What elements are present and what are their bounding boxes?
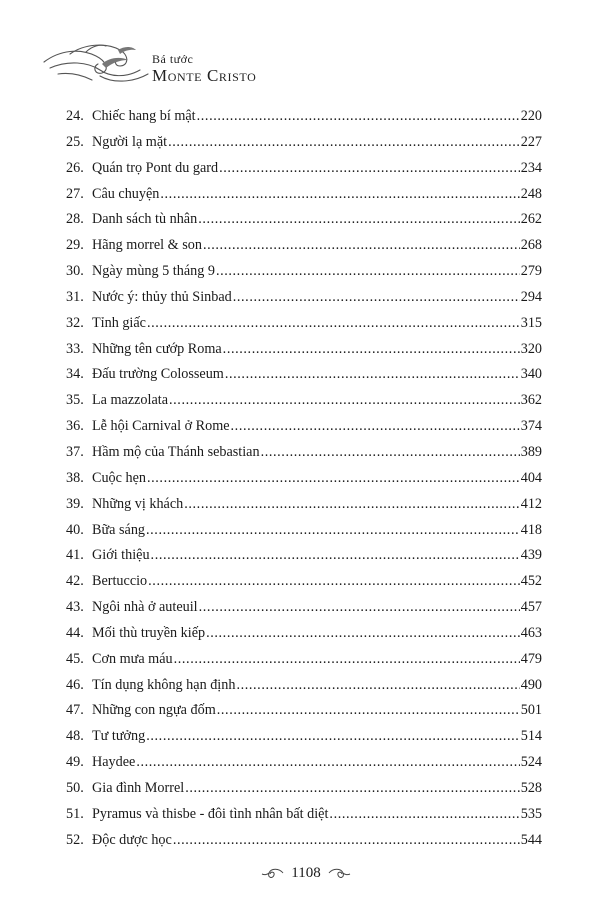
chapter-page-number: 234 [520, 159, 542, 176]
chapter-title: Những tên cướp Roma [92, 340, 222, 357]
chapter-number: 52. [66, 831, 84, 848]
dot-leader [217, 702, 520, 719]
chapter-title: Haydee [92, 754, 136, 771]
toc-entry [66, 728, 542, 754]
chapter-title: Những con ngựa đốm [92, 702, 216, 719]
chapter-page-number: 227 [520, 133, 542, 150]
toc-entry [66, 832, 542, 858]
page-number: 1108 [291, 864, 321, 881]
dot-leader [184, 496, 519, 513]
chapter-number: 38. [66, 469, 84, 486]
book-title-line2: Monte Cristo [152, 66, 257, 85]
chapter-title: Hãng morrel & son [92, 237, 202, 254]
chapter-number: 46. [66, 676, 84, 693]
chapter-page-number: 262 [520, 211, 542, 228]
dot-leader [206, 625, 520, 642]
chapter-number: 36. [66, 418, 84, 435]
chapter-page-number: 524 [520, 754, 542, 771]
dot-leader [197, 108, 520, 125]
chapter-page-number: 320 [520, 340, 542, 357]
chapter-title: La mazzolata [92, 392, 169, 409]
toc-entry [66, 444, 542, 470]
chapter-page-number: 374 [520, 418, 542, 435]
chapter-page-number: 514 [520, 728, 542, 745]
toc-entry [66, 780, 542, 806]
chapter-number: 24. [66, 108, 84, 124]
dot-leader [231, 418, 520, 435]
toc-entry [66, 186, 542, 212]
chapter-title: Tín dụng không hạn định [92, 676, 236, 693]
chapter-page-number: 452 [520, 573, 542, 590]
chapter-page-number: 340 [520, 366, 542, 383]
table-of-contents [66, 108, 542, 857]
chapter-number: 35. [66, 392, 84, 409]
dot-leader [146, 522, 520, 539]
chapter-number: 42. [66, 573, 84, 590]
chapter-title: Người lạ mặt [92, 133, 168, 150]
right-flourish-icon [327, 866, 351, 880]
toc-entry [66, 341, 542, 367]
toc-entry [66, 108, 542, 134]
chapter-page-number: 439 [520, 547, 542, 564]
chapter-page-number: 535 [520, 805, 542, 822]
chapter-number: 34. [66, 366, 84, 383]
toc-entry [66, 211, 542, 237]
dot-leader [147, 315, 520, 332]
chapter-page-number: 479 [520, 650, 542, 667]
chapter-number: 33. [66, 340, 84, 357]
chapter-title: Bertuccio [92, 573, 148, 590]
chapter-number: 26. [66, 159, 84, 176]
dot-leader [185, 780, 520, 797]
chapter-number: 47. [66, 702, 84, 719]
dot-leader [151, 547, 520, 564]
toc-entry [66, 418, 542, 444]
chapter-page-number: 418 [520, 521, 542, 538]
chapter-number: 50. [66, 779, 84, 796]
dot-leader [203, 237, 520, 254]
chapter-page-number: 294 [520, 288, 542, 305]
toc-entry [66, 470, 542, 496]
toc-entry [66, 522, 542, 548]
chapter-title: Gia đình Morrel [92, 779, 185, 796]
chapter-number: 28. [66, 211, 84, 228]
toc-entry [66, 599, 542, 625]
dot-leader [160, 186, 519, 203]
chapter-title: Nước ý: thủy thủ Sinbad [92, 288, 232, 305]
chapter-page-number: 315 [520, 314, 542, 331]
chapter-number: 45. [66, 650, 84, 667]
toc-entry [66, 547, 542, 573]
dot-leader [233, 289, 520, 306]
dot-leader [169, 392, 520, 409]
chapter-title: Danh sách tù nhân [92, 211, 198, 228]
chapter-title: Những vị khách [92, 495, 184, 512]
chapter-number: 51. [66, 805, 84, 822]
chapter-number: 31. [66, 288, 84, 305]
left-flourish-icon [261, 866, 285, 880]
dot-leader [199, 599, 520, 616]
chapter-page-number: 412 [520, 495, 542, 512]
chapter-title: Câu chuyện [92, 185, 160, 202]
chapter-title: Cuộc hẹn [92, 469, 146, 486]
dot-leader [223, 341, 520, 358]
chapter-page-number: 528 [520, 779, 542, 796]
chapter-number: 41. [66, 547, 84, 564]
toc-entry [66, 366, 542, 392]
chapter-number: 49. [66, 754, 84, 771]
toc-entry [66, 392, 542, 418]
chapter-number: 40. [66, 521, 84, 538]
chapter-title: Cơn mưa máu [92, 650, 173, 667]
chapter-title: Bữa sáng [92, 521, 146, 538]
chapter-title: Quán trọ Pont du gard [92, 159, 219, 176]
chapter-number: 48. [66, 728, 84, 745]
chapter-title: Lễ hội Carnival ở Rome [92, 418, 230, 435]
dot-leader [174, 651, 520, 668]
toc-entry [66, 625, 542, 651]
chapter-number: 27. [66, 185, 84, 202]
chapter-number: 29. [66, 237, 84, 254]
page-footer [0, 858, 612, 888]
chapter-page-number: 490 [520, 676, 542, 693]
toc-entry [66, 754, 542, 780]
chapter-page-number: 389 [520, 443, 542, 460]
toc-entry [66, 573, 542, 599]
dot-leader [173, 832, 520, 849]
dot-leader [329, 806, 519, 823]
chapter-title: Chiếc hang bí mật [92, 108, 196, 124]
chapter-page-number: 220 [520, 108, 542, 124]
chapter-title: Độc dược học [92, 831, 172, 848]
chapter-page-number: 457 [520, 599, 542, 616]
toc-entry [66, 289, 542, 315]
book-title-line1: Bá tước [152, 52, 194, 66]
toc-entry [66, 496, 542, 522]
dot-leader [219, 160, 520, 177]
chapter-page-number: 279 [520, 263, 542, 280]
chapter-number: 30. [66, 263, 84, 280]
dot-leader [168, 134, 520, 151]
chapter-page-number: 463 [520, 624, 542, 641]
toc-entry [66, 677, 542, 703]
chapter-number: 39. [66, 495, 84, 512]
dot-leader [136, 754, 519, 771]
chapter-title: Tỉnh giấc [92, 314, 146, 331]
chapter-title: Tư tưởng [92, 728, 146, 745]
chapter-title: Ngôi nhà ở auteuil [92, 599, 198, 616]
chapter-page-number: 544 [520, 831, 542, 848]
running-header [40, 40, 280, 100]
toc-entry [66, 160, 542, 186]
dot-leader [236, 677, 519, 694]
dot-leader [225, 366, 520, 383]
chapter-title: Pyramus và thisbe - đôi tình nhân bất diệt [92, 805, 329, 822]
toc-entry [66, 806, 542, 832]
chapter-number: 43. [66, 599, 84, 616]
chapter-number: 37. [66, 443, 84, 460]
toc-entry [66, 315, 542, 341]
chapter-title: Ngày mùng 5 tháng 9 [92, 263, 215, 280]
dot-leader [216, 263, 520, 280]
chapter-title: Giới thiệu [92, 547, 150, 564]
flourish-ornament-icon [40, 40, 152, 86]
chapter-page-number: 268 [520, 237, 542, 254]
toc-entry [66, 237, 542, 263]
dot-leader [148, 573, 520, 590]
chapter-title: Hầm mộ của Thánh sebastian [92, 443, 260, 460]
dot-leader [198, 211, 520, 228]
chapter-title: Đấu trường Colosseum [92, 366, 224, 383]
chapter-page-number: 404 [520, 469, 542, 486]
chapter-page-number: 248 [520, 185, 542, 202]
toc-entry [66, 134, 542, 160]
chapter-page-number: 501 [520, 702, 542, 719]
toc-entry [66, 651, 542, 677]
dot-leader [146, 728, 519, 745]
toc-entry [66, 263, 542, 289]
chapter-title: Mối thù truyền kiếp [92, 624, 206, 641]
toc-entry [66, 702, 542, 728]
dot-leader [147, 470, 520, 487]
chapter-number: 25. [66, 133, 84, 150]
chapter-number: 32. [66, 314, 84, 331]
chapter-number: 44. [66, 624, 84, 641]
chapter-page-number: 362 [520, 392, 542, 409]
dot-leader [261, 444, 520, 461]
